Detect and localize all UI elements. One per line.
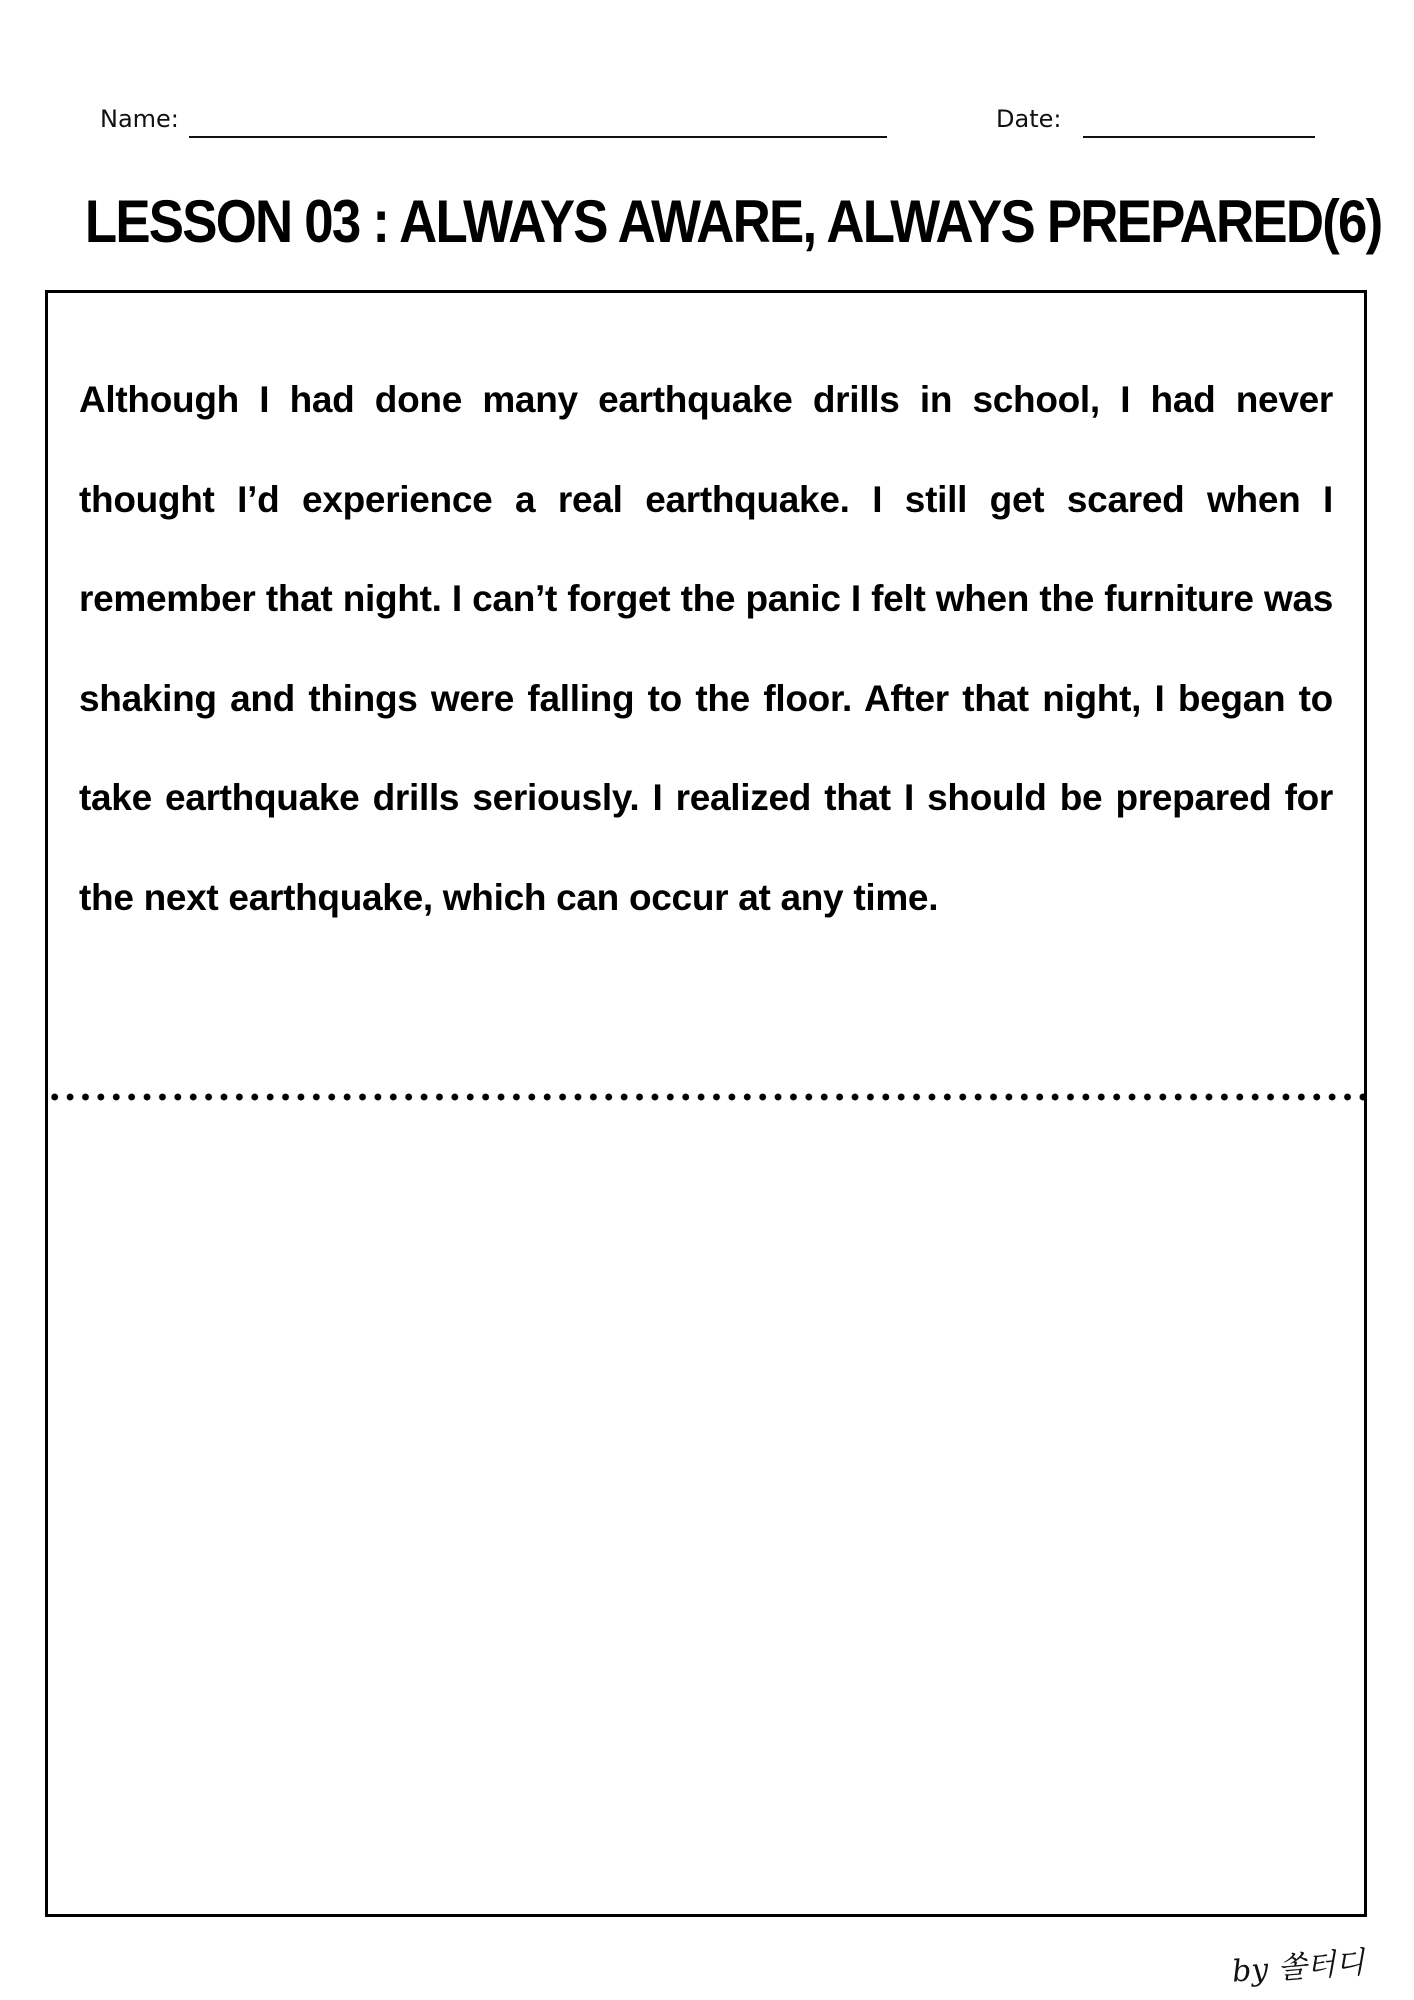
dotted-divider: [47, 1092, 1369, 1102]
reading-passage: Although I had done many earthquake drills in school, I had never thought I’d experience a real earthquake. I still get scared when I remember that night. I can’t forget the panic I felt when the furniture was shaking and things were falling to the floor. After that night, I began to take earthquake drills seriously. I realized that I should be prepared for the next earthquake, which can occur at any time.: [79, 379, 1333, 918]
date-label: Date:: [996, 105, 1062, 133]
name-label: Name:: [100, 105, 179, 133]
worksheet-title: LESSON 03 : ALWAYS AWARE, ALWAYS PREPARED(6): [84, 188, 1382, 255]
author-signature: by 쏠터디: [1230, 1945, 1366, 1990]
date-write-line: [1083, 136, 1315, 138]
name-write-line: [189, 136, 887, 138]
